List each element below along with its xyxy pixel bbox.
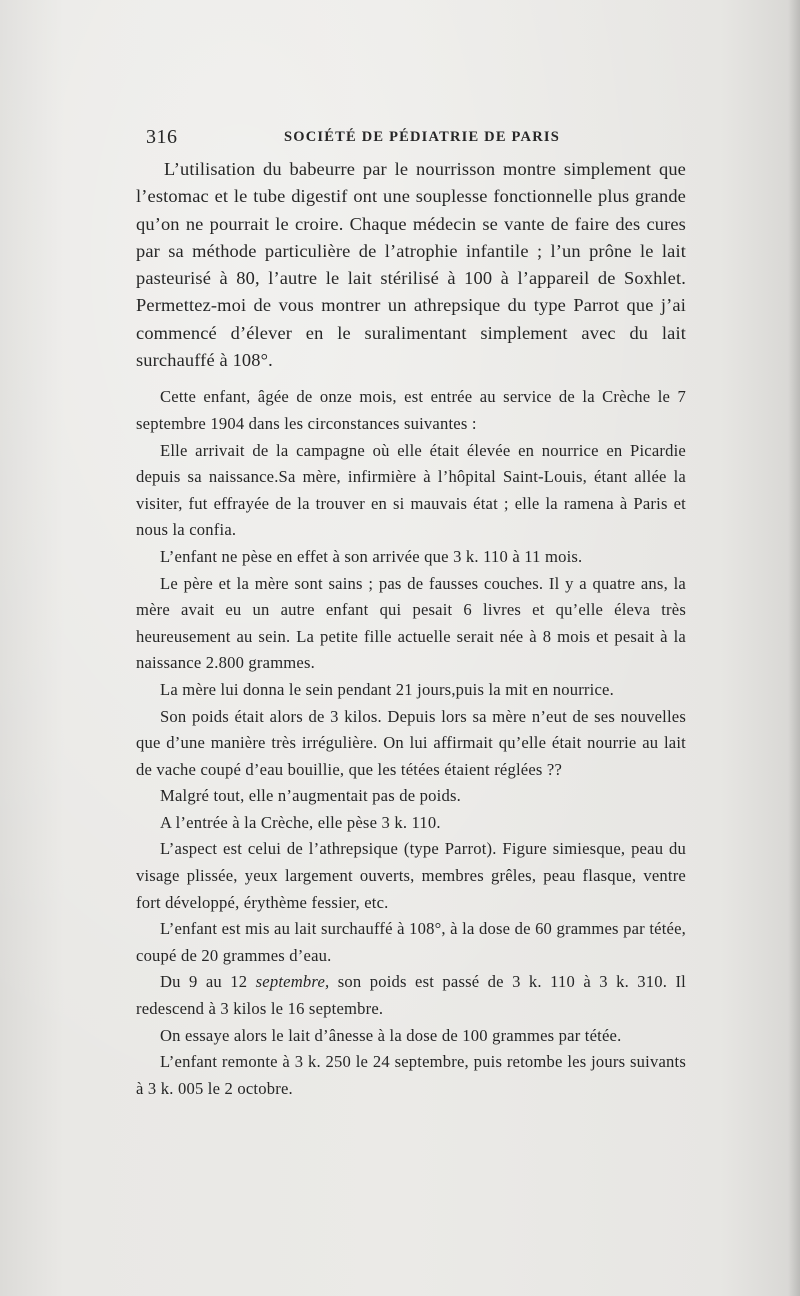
case-paragraph: Son poids était alors de 3 kilos. Depuis lors sa mère n’eut de ses nouvelles que d’une manière très irrégulière. On lui affirmait qu’elle était nourrie au lait de vache coupé d’eau bouillie, que les tétées étaient réglées ?? bbox=[136, 706, 686, 779]
case-paragraph: Elle arrivait de la campagne où elle était élevée en nourrice en Picardie depuis sa naissance.Sa mère, infirmière à l’hôpital Saint-Louis, étant allée la visiter, fut effrayée de la trouver en si mauvais état ; elle la ramena à Paris et nous la confia. bbox=[136, 440, 686, 540]
lead-paragraph: L’utilisation du babeurre par le nourrisson montre simplement que l’estomac et le tube digestif ont une souplesse fonctionnelle plus grande qu’on ne pourrait le croire. Chaque médecin se vante de faire des cures par sa méthode particulière de l’atrophie infantile ; l’un prône le lait pasteurisé à 80, l’autre le lait stérilisé à 100 à l’appareil de Soxhlet. Permettez-moi de vous montrer un athrepsique du type Parrot que j’ai commencé d’élever en le suralimentant simplement avec du lait surchauffé à 108°. bbox=[136, 159, 686, 371]
body-text bbox=[136, 156, 686, 1102]
dated-suffix: son poids est passé de 3 k. 110 à 3 k. 310. Il redescend à 3 kilos le 16 septembre. bbox=[136, 972, 686, 1019]
dated-italic-month: septembre, bbox=[255, 972, 330, 992]
page-number: 316 bbox=[146, 126, 178, 148]
page-header bbox=[146, 126, 686, 152]
closing-paragraph: On essaye alors le lait d’ânesse à la dose de 100 grammes par tétée. bbox=[160, 1025, 622, 1045]
case-paragraph: L’aspect est celui de l’athrepsique (type Parrot). Figure simiesque, peau du visage plissée, yeux largement ouverts, membres grêles, peau flasque, ventre fort développé, érythème fessier, etc. bbox=[136, 839, 686, 912]
case-paragraph: La mère lui donna le sein pendant 21 jours,puis la mit en nourrice. bbox=[160, 679, 614, 699]
case-paragraph: Le père et la mère sont sains ; pas de fausses couches. Il y a quatre ans, la mère avait eu un autre enfant qui pesait 6 livres et qu’elle éleva très heureusement au sein. La petite fille actuelle serait née à 8 mois et pesait à la naissance 2.800 grammes. bbox=[136, 573, 686, 673]
case-paragraph: A l’entrée à la Crèche, elle pèse 3 k. 110. bbox=[160, 812, 441, 832]
case-paragraph: L’enfant ne pèse en effet à son arrivée que 3 k. 110 à 11 mois. bbox=[160, 546, 583, 566]
running-head: SOCIÉTÉ DE PÉDIATRIE DE PARIS bbox=[284, 129, 560, 145]
case-paragraph: Malgré tout, elle n’augmentait pas de poids. bbox=[160, 786, 461, 806]
lead-section bbox=[136, 156, 686, 374]
closing-paragraph: L’enfant remonte à 3 k. 250 le 24 septembre, puis retombe les jours suivants à 3 k. 005 le 2 octobre. bbox=[136, 1052, 686, 1098]
dated-paragraph bbox=[136, 969, 686, 1022]
dated-prefix: Du 9 au 12 bbox=[160, 972, 256, 992]
page-edge-shadow bbox=[788, 0, 800, 1296]
case-paragraph: Cette enfant, âgée de onze mois, est entrée au service de la Crèche le 7 septembre 1904 dans les circonstances suivantes : bbox=[136, 387, 686, 433]
case-paragraph: L’enfant est mis au lait surchauffé à 108°, à la dose de 60 grammes par tétée, coupé de 20 grammes d’eau. bbox=[136, 919, 686, 965]
case-report bbox=[136, 384, 686, 1102]
